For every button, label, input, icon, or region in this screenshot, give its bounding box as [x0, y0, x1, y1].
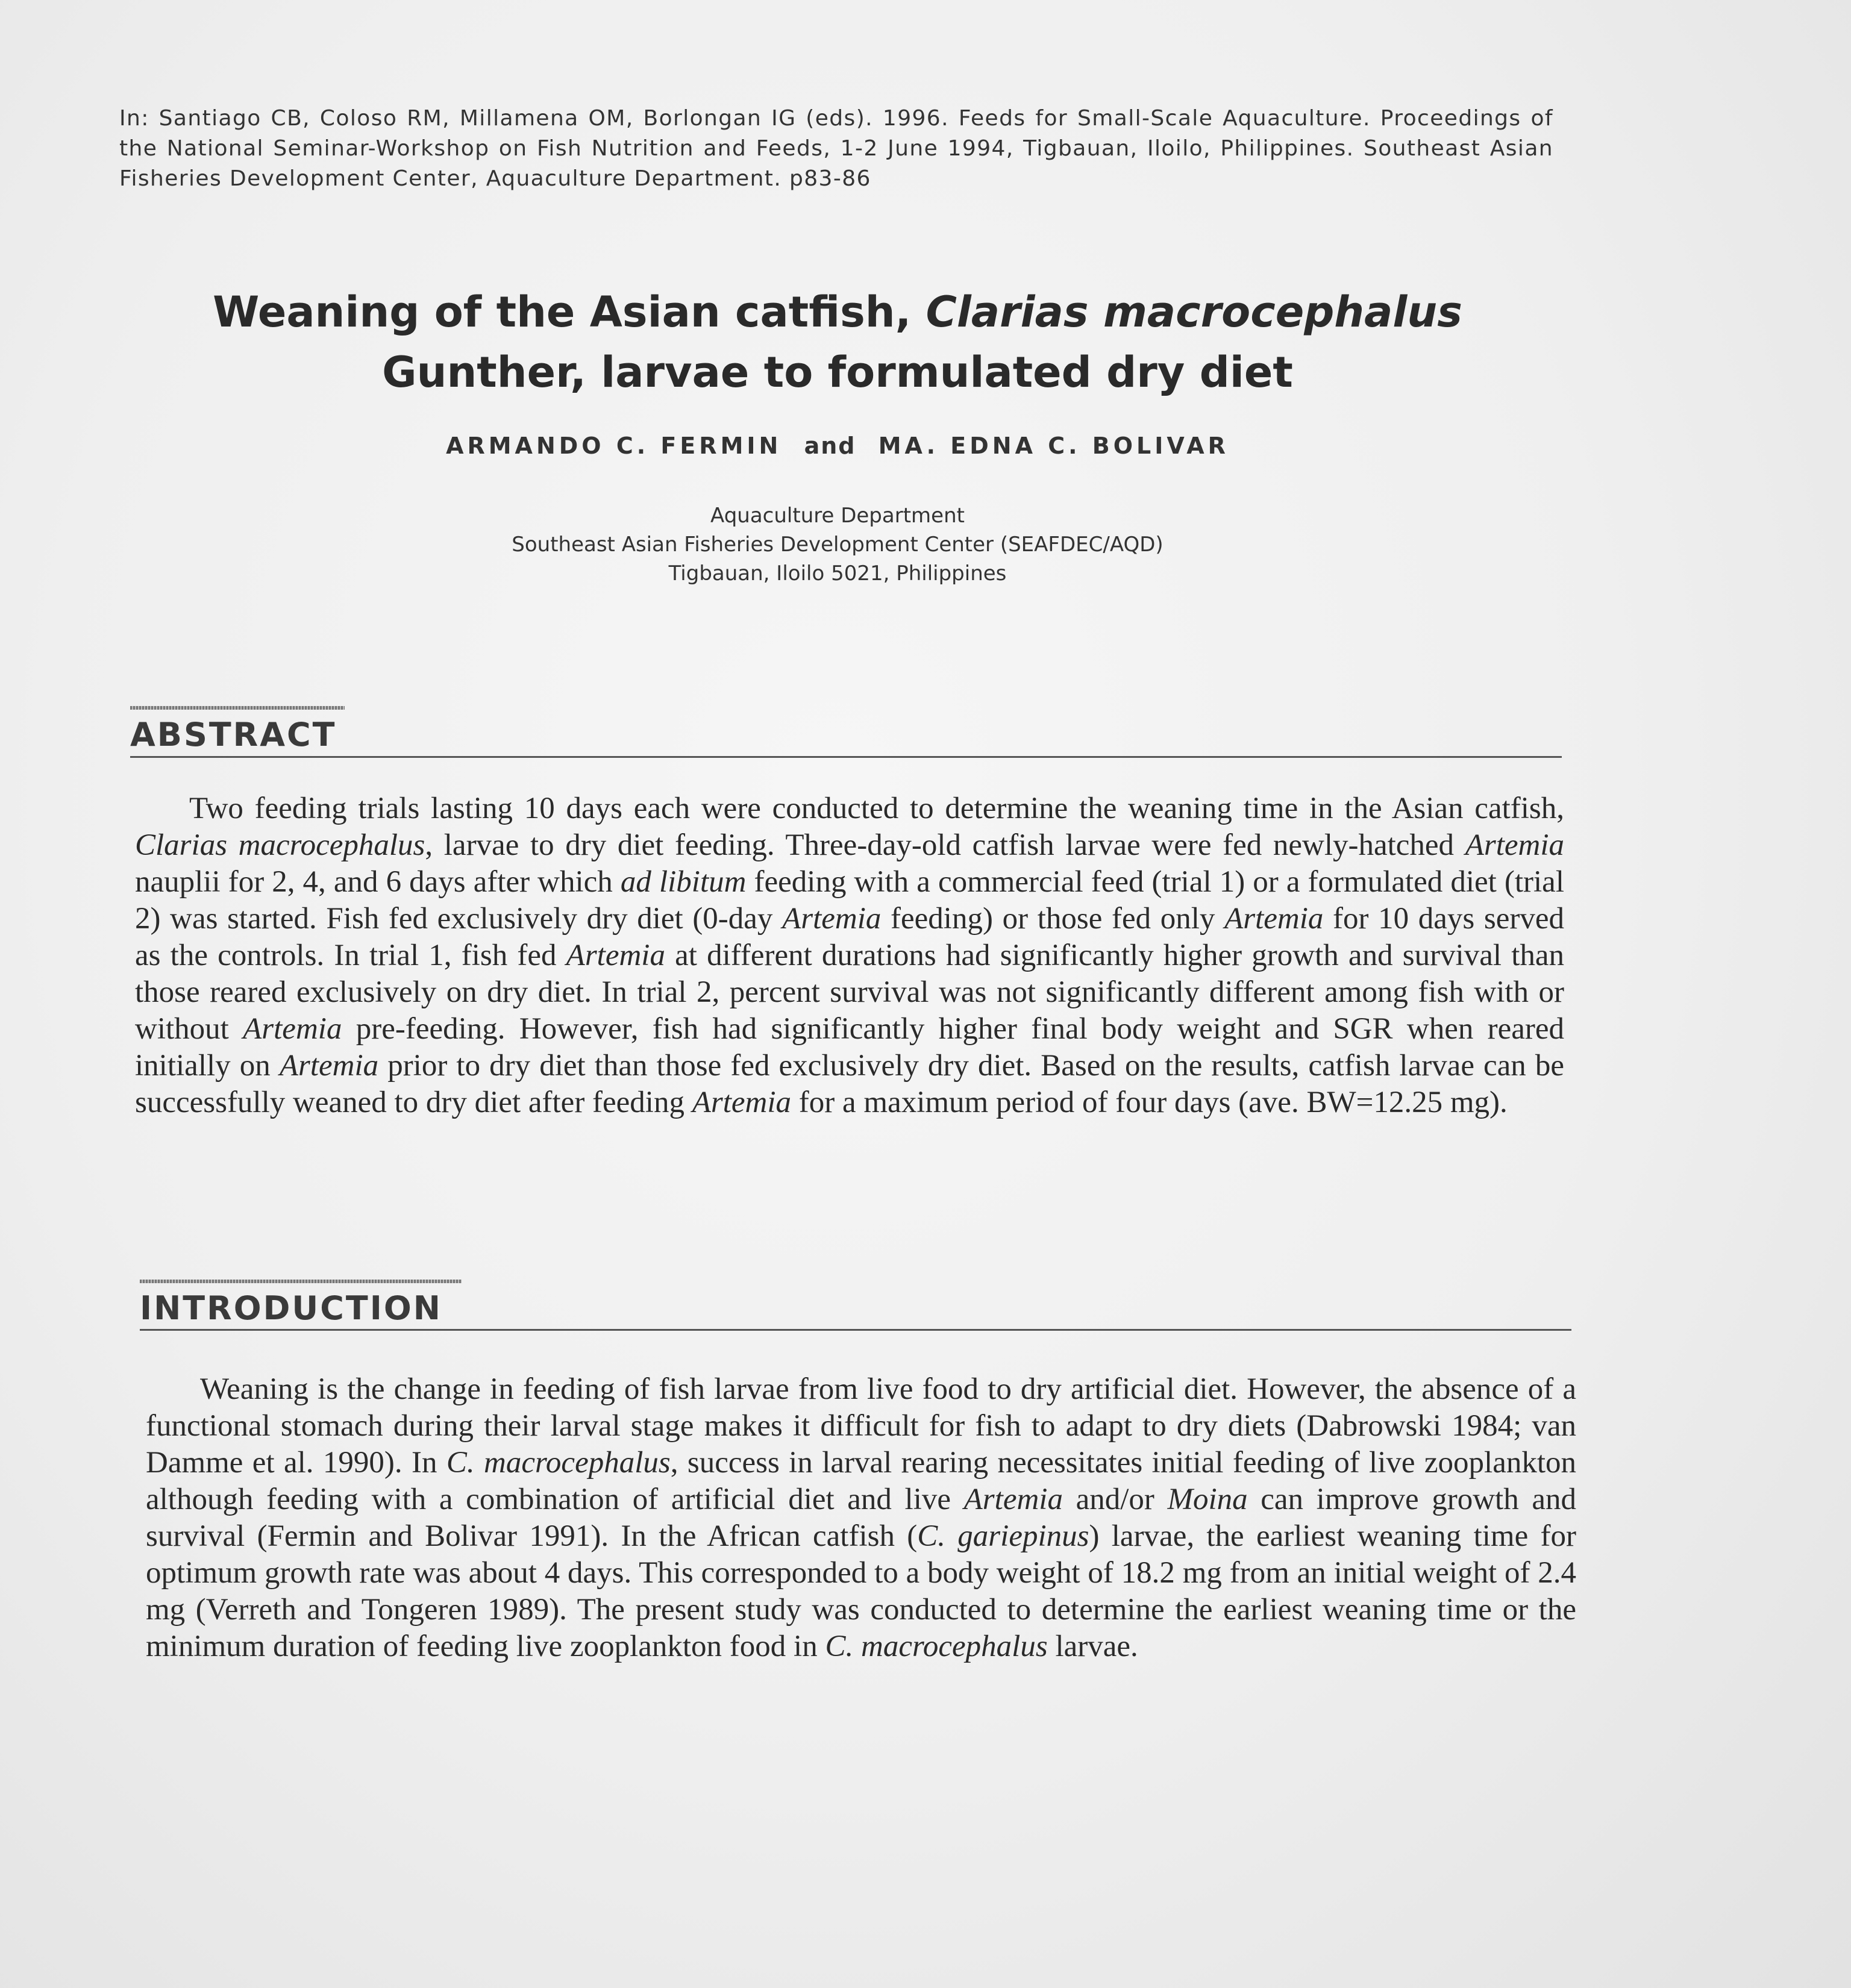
author-1: ARMANDO C. FERMIN [446, 433, 782, 459]
abstract-heading-bar [130, 706, 345, 710]
introduction-text: Weaning is the change in feeding of fish larvae from live food to dry artificial diet. However, the absence of a functional stomach during their larval stage makes it difficult for fish to adapt to dry diets (Dabrowski 1984; van Damme et al. 1990). In C. macrocephalus, success in larval rearing necessitates initial feeding of live zooplankton although feeding with a combination of artificial diet and live Artemia and/or Moina can improve growth and survival (Fermin and Bolivar 1991). In the African catfish (C. gariepinus) larvae, the earliest weaning time for optimum growth rate was about 4 days. This corresponded to a body weight of 18.2 mg from an initial weight of 2.4 mg (Verreth and Tongeren 1989). The present study was conducted to determine the earliest weaning time or the minimum duration of feeding live zooplankton food in C. macrocephalus larvae. [146, 1372, 1576, 1663]
author-conjunction: and [804, 433, 856, 459]
title-species: Clarias macrocephalus [926, 287, 1462, 337]
introduction-heading-text: INTRODUCTION [140, 1289, 442, 1327]
citation-header: In: Santiago CB, Coloso RM, Millamena OM, Borlongan IG (eds). 1996. Feeds for Small-Scale Aquaculture. Proceedings of the National Seminar-Workshop on Fish Nutrition and Feeds, 1-2 June 1994, Tigbauan, Iloilo, Philippines. Southeast Asian Fisheries Development Center, Aquaculture Department. p83-86 [119, 106, 1553, 191]
introduction-rule [140, 1329, 1571, 1331]
abstract-heading-text: ABSTRACT [130, 716, 337, 754]
author-list [121, 433, 1555, 459]
title-part-1: Weaning of the Asian catfish, [213, 287, 926, 337]
affiliation [121, 501, 1555, 588]
affiliation-line-2: Southeast Asian Fisheries Development Center (SEAFDEC/AQD) [512, 533, 1164, 557]
introduction-heading [140, 1289, 442, 1327]
affiliation-line-1: Aquaculture Department [710, 504, 965, 528]
abstract-rule [130, 756, 1562, 758]
affiliation-line-3: Tigbauan, Iloilo 5021, Philippines [668, 561, 1007, 586]
abstract-text: Two feeding trials lasting 10 days each were conducted to determine the weaning time in the Asian catfish, Clarias macrocephalus, larvae to dry diet feeding. Three-day-old catfish larvae were fed newly-hatched Artemia nauplii for 2, 4, and 6 days after which ad libitum feeding with a commercial feed (trial 1) or a formulated diet (trial 2) was started. Fish fed exclusively dry diet (0-day Artemia feeding) or those fed only Artemia for 10 days served as the controls. In trial 1, fish fed Artemia at different durations had significantly higher growth and survival than those reared exclusively on dry diet. In trial 2, percent survival was not significantly different among fish with or without Artemia pre-feeding. However, fish had significantly higher final body weight and SGR when reared initially on Artemia prior to dry diet than those fed exclusively dry diet. Based on the results, catfish larvae can be successfully weaned to dry diet after feeding Artemia for a maximum period of four days (ave. BW=12.25 mg). [135, 792, 1565, 1119]
abstract-heading [130, 716, 337, 754]
title-part-2: Gunther, larvae to formulated dry diet [382, 348, 1293, 397]
paper-title [121, 282, 1555, 402]
author-2: MA. EDNA C. BOLIVAR [878, 433, 1229, 459]
introduction-heading-bar [140, 1280, 462, 1283]
